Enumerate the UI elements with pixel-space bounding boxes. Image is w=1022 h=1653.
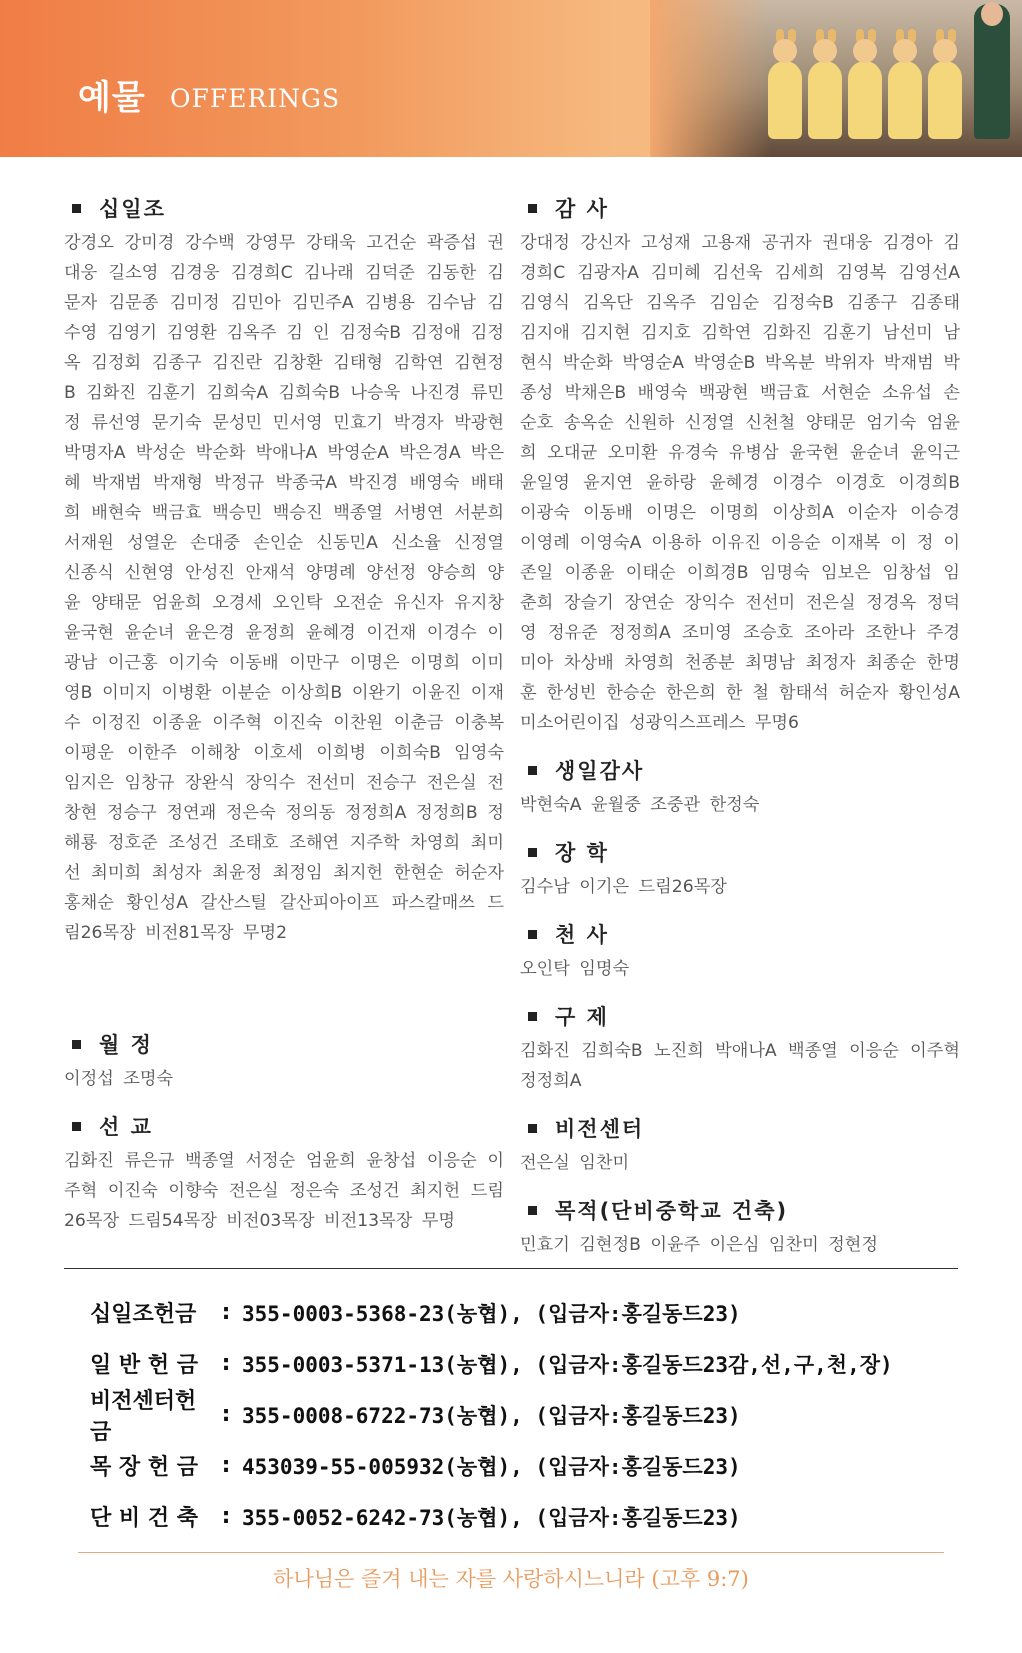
section-mission (64, 1106, 504, 1236)
section-title: 십일조 (99, 197, 166, 221)
bullet-icon (72, 1122, 81, 1131)
section-title: 천 사 (555, 923, 609, 947)
account-value: 355-0003-5371-13(농협), (입금자:홍길동드23감,선,구,천,장) (242, 1352, 893, 1377)
name-list: 민효기 김현정B 이윤주 이은심 임찬미 정현정 (520, 1235, 878, 1255)
name-list: 오인탁 임명숙 (520, 959, 630, 979)
section-title: 구 제 (555, 1005, 609, 1029)
verse-divider (78, 1552, 944, 1553)
account-separator: : (221, 1402, 231, 1427)
left-column (64, 188, 504, 1248)
account-separator: : (221, 1351, 231, 1376)
bullet-icon (528, 930, 537, 939)
account-label: 일 반 헌 금 (90, 1353, 198, 1378)
bullet-icon (528, 848, 537, 857)
account-row (90, 1338, 970, 1389)
section-purpose (520, 1190, 960, 1260)
section-title: 장 학 (555, 841, 609, 865)
bullet-icon (528, 1124, 537, 1133)
account-label: 십일조헌금 (90, 1302, 197, 1327)
section-title: 선 교 (99, 1115, 153, 1139)
account-value: 453039-55-005932(농협), (입금자:홍길동드23) (242, 1454, 741, 1479)
account-value: 355-0052-6242-73(농협), (입금자:홍길동드23) (242, 1505, 741, 1530)
name-list: 박현숙A 윤월중 조중관 한정숙 (520, 795, 760, 815)
name-list: 이정섭 조명숙 (64, 1069, 174, 1089)
section-birthday (520, 750, 960, 820)
account-row (90, 1491, 970, 1542)
account-separator: : (221, 1300, 231, 1325)
section-title: 감 사 (555, 197, 609, 221)
section-tithe (64, 188, 504, 948)
account-value: 355-0003-5368-23(농협), (입금자:홍길동드23) (242, 1301, 741, 1326)
account-row (90, 1388, 970, 1445)
account-row (90, 1440, 970, 1491)
header-banner (0, 0, 1022, 157)
bullet-icon (72, 204, 81, 213)
account-separator: : (221, 1504, 231, 1529)
right-column (520, 188, 960, 1272)
name-list: 전은실 임찬미 (520, 1153, 630, 1173)
bullet-icon (528, 1012, 537, 1021)
name-list: 강대정 강신자 고성재 고용재 공귀자 권대웅 김경아 김경희C 김광자A 김미혜 김선욱 김세희 김영복 김영선A 김영식 김옥단 김옥주 김임순 김정숙B 김종구 김종태 김지애 김지현 김지호 김학연 김화진 김훈기 남선미 남현식 박순화 박영순A 박영순B 박옥분 박위자 박재범 박종성 박채은B 배영숙 백광현 백금효 서현순 소유섭 손순호 송옥순 신원하 신정열 신천철 양태문 엄기숙 엄윤희 오대균 오미환 유경숙 유병삼 윤국현 윤순녀 윤익근 윤일영 윤지연 윤하랑 윤혜경 이경수 이경호 이경희B 이광숙 이동배 이명은 이명희 이상희A 이순자 이승경 이영례 이영숙A 이용하 이유진 이응순 이재복 이 정 이존일 이종윤 이태순 이희경B 임명숙 임보은 임창섭 임춘희 장슬기 장연순 장익수 전선미 전은실 정경옥 정덕영 정유준 정정희A 조미영 조승호 조아라 조한나 주경미아 차상배 차영희 천종분 최명남 최정자 최종순 한명훈 한성빈 한승순 한은희 한 철 함태석 허순자 황인성A 미소어린이집 성광익스프레스 무명6 (520, 233, 960, 733)
account-label: 단 비 건 축 (90, 1506, 198, 1531)
section-title: 비전센터 (555, 1117, 645, 1141)
page-subtitle: OFFERINGS (170, 84, 341, 113)
name-list: 김화진 김희숙B 노진희 박애나A 백종열 이응순 이주혁 정정희A (520, 1041, 960, 1091)
name-list: 김수남 이기은 드림26목장 (520, 877, 727, 897)
section-angel (520, 914, 960, 984)
account-separator: : (221, 1453, 231, 1478)
section-title: 목적(단비중학교 건축) (555, 1199, 789, 1223)
section-title: 생일감사 (555, 759, 645, 783)
section-scholarship (520, 832, 960, 902)
page-title: 예물 (78, 78, 146, 118)
section-monthly (64, 1024, 504, 1094)
bullet-icon (528, 1206, 537, 1215)
bullet-icon (528, 204, 537, 213)
section-vision-center (520, 1108, 960, 1178)
account-value: 355-0008-6722-73(농협), (입금자:홍길동드23) (242, 1403, 741, 1428)
bank-accounts (90, 1287, 970, 1542)
section-thanks (520, 188, 960, 738)
name-list: 김화진 류은규 백종열 서정순 엄윤희 윤창섭 이응순 이주혁 이진숙 이향숙 전은실 정은숙 조성건 최지헌 드림26목장 드림54목장 비전03목장 비전13목장 무명 (64, 1151, 504, 1231)
account-label: 비전센터헌금 (90, 1388, 197, 1445)
account-row (90, 1287, 970, 1338)
bullet-icon (72, 1040, 81, 1049)
banner-photo (650, 0, 1022, 157)
divider (64, 1268, 958, 1269)
bible-verse: 하나님은 즐겨 내는 자를 사랑하시느니라 (고후 9:7) (273, 1567, 749, 1591)
name-list: 강경오 강미경 강수백 강영무 강태욱 고건순 곽증섭 권대웅 길소영 김경웅 김경희C 김나래 김덕준 김동한 김문자 김문종 김미정 김민아 김민주A 김병용 김수남 김수영 김영기 김영환 김옥주 김 인 김정숙B 김정애 김정옥 김정회 김종구 김진란 김창환 김태형 김학연 김현정B 김화진 김훈기 김희숙A 김희숙B 나승욱 나진경 류민정 류선영 문기숙 문성민 민서영 민효기 박경자 박광현 박명자A 박성순 박순화 박애나A 박영순A 박은경A 박은혜 박재범 박재형 박정규 박종국A 박진경 배영숙 배태희 배현숙 백금효 백승민 백승진 백종열 서병연 서분희 서재원 성열운 손대중 손인순 신동민A 신소율 신정열 신종식 신현영 안성진 안재석 양명례 양선정 양승희 양 윤 양태문 엄윤희 오경세 오인탁 오전순 유신자 유지창 윤국현 윤순녀 윤은경 윤정희 윤혜경 이건재 이경수 이광남 이근홍 이기숙 이동배 이만구 이명은 이명희 이미영B 이미지 이병환 이분순 이상희B 이완기 이윤진 이재수 이정진 이종윤 이주혁 이진숙 이찬원 이춘금 이충복 이평운 이한주 이해창 이호세 이희병 이희숙B 임영숙 임지은 임창규 장완식 장익수 전선미 전승구 전은실 전창현 정승구 정연괘 정은숙 정의동 정정희A 정정희B 정해룡 정호준 조성건 조태호 조해연 지주학 차영희 최미선 최미희 최성자 최윤정 최정임 최지헌 한현순 허순자 홍채순 황인성A 갈산스틸 갈산피아이프 파스칼매쓰 드림26목장 비전81목장 무명2 (64, 233, 504, 943)
section-relief (520, 996, 960, 1096)
account-label: 목 장 헌 금 (90, 1455, 198, 1480)
section-title: 월 정 (99, 1033, 153, 1057)
bullet-icon (528, 766, 537, 775)
